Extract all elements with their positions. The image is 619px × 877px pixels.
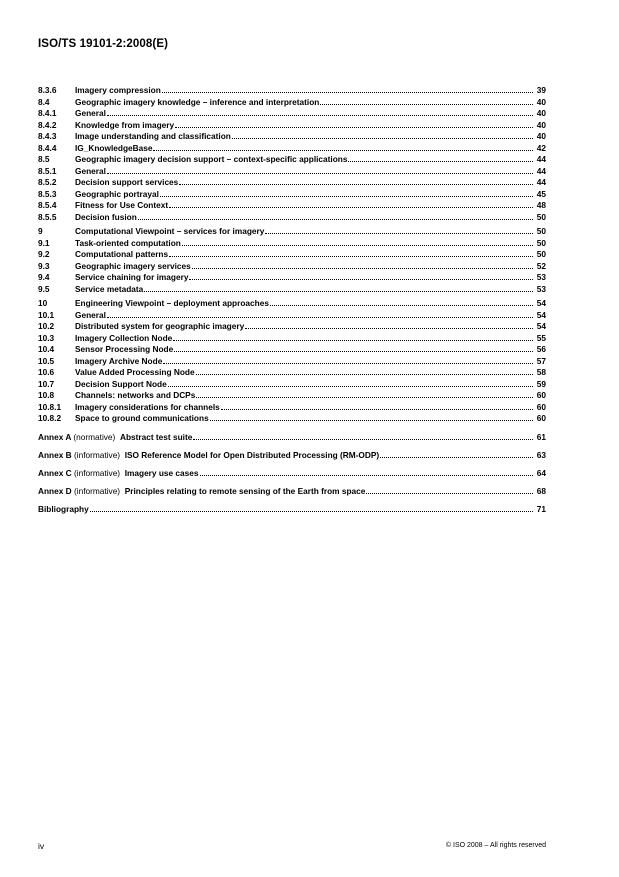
toc-entry-page: 53 [536,272,546,282]
toc-entry-title: Channels: networks and DCPs [75,390,196,400]
toc-entry-page: 39 [536,85,546,95]
toc-entry-number: 8.5.2 [38,177,57,187]
page-number: iv [38,841,45,851]
toc-entry[interactable] [38,120,546,132]
toc-entry[interactable] [38,272,546,284]
toc-entry-page: 63 [536,449,546,460]
toc-entry-number: 10.3 [38,332,55,343]
toc-entry-page: 40 [536,131,546,141]
toc-entry-title: Imagery Archive Node [75,355,163,366]
toc-leader-dots [320,97,533,105]
toc-leader-dots [210,413,533,421]
toc-entry-page: 44 [536,165,546,176]
toc-annex-label: Annex D [38,485,72,496]
toc-entry[interactable] [38,390,546,402]
toc-entry[interactable] [38,154,546,166]
toc-entry-title: General [75,108,106,118]
toc-leader-dots [380,446,533,458]
toc-entry-number: 10.7 [38,378,55,389]
toc-annex-title: Abstract test suite [119,431,193,442]
toc-annex-heading [38,501,89,516]
toc-entry-title: Geographic imagery knowledge – inference and interpretation [75,96,320,107]
toc-leader-dots [189,272,533,280]
toc-entry[interactable] [38,200,546,212]
toc-annex-entry[interactable] [38,482,546,498]
toc-entry-number: 8.3.6 [38,85,57,95]
toc-entry-page: 54 [536,309,546,320]
toc-entry-number: 8.5 [38,154,50,164]
toc-entry-number: 8.4.1 [38,108,57,118]
toc-entry[interactable] [38,344,546,356]
toc-entry[interactable] [38,379,546,391]
toc-entry-number: 8.4.4 [38,142,57,153]
toc-entry-title: Imagery Collection Node [75,332,173,343]
toc-entry-number: 9.1 [38,237,50,248]
toc-entry-page: 64 [536,467,546,478]
toc-entry-page: 40 [536,119,546,130]
toc-entry-title: Geographic imagery services [75,260,191,271]
toc-entry[interactable] [38,108,546,120]
toc-entry-number: 10 [38,298,48,308]
toc-annex-kind: (informative) [73,449,121,460]
toc-entry[interactable] [38,321,546,333]
toc-entry-page: 50 [536,226,546,236]
toc-leader-dots [196,390,533,398]
document-header-title: ISO/TS 19101-2:2008(E) [38,38,169,50]
toc-annex-title: Principles relating to remote sensing of the Earth from space [124,485,366,496]
toc-leader-dots [138,212,533,220]
toc-leader-dots [221,402,533,410]
toc-entry-number: 10.5 [38,355,55,366]
toc-leader-dots [265,226,533,234]
toc-entry[interactable] [38,226,546,238]
toc-entry-title: Decision support services [75,177,179,187]
toc-entry-page: 40 [536,108,546,118]
toc-leader-dots [200,464,533,476]
toc-leader-dots [162,85,533,93]
toc-leader-dots [179,177,533,185]
toc-entry-title: General [75,309,106,320]
toc-entry-number: 8.4.3 [38,131,57,141]
toc-entry[interactable] [38,166,546,178]
toc-entry-number: 8.5.4 [38,200,57,210]
toc-entry-title: Space to ground communications [75,413,209,423]
toc-annex-title: ISO Reference Model for Open Distributed Processing (RM-ODP) [124,449,380,460]
toc-entry-page: 45 [536,188,546,199]
toc-entry-title: Distributed system for geographic imagery [75,321,245,331]
toc-section-group [38,226,546,295]
toc-entry-number: 9.2 [38,249,50,259]
toc-entry-number: 8.5.3 [38,188,57,199]
toc-entry-number: 9 [38,226,43,236]
toc-annex-kind: (informative) [73,467,121,478]
toc-entry[interactable] [38,284,546,296]
toc-leader-dots [245,321,533,329]
toc-entry-title: Image understanding and classification [75,131,231,141]
toc-leader-dots [144,284,533,292]
toc-entry-title: Value Added Processing Node [75,367,195,377]
toc-entry-page: 54 [536,298,546,308]
toc-entry[interactable] [38,131,546,143]
toc-entry-page: 50 [536,249,546,259]
toc-leader-dots [160,189,533,197]
toc-entry[interactable] [38,310,546,322]
toc-annex-heading [38,483,365,498]
toc-annex-label: Annex C [38,467,72,478]
toc-entry[interactable] [38,298,546,310]
toc-section-group [38,298,546,425]
toc-entry-number: 8.4.2 [38,119,57,130]
toc-entry-page: 50 [536,237,546,248]
toc-entry-page: 52 [536,260,546,271]
toc-leader-dots [182,238,533,246]
toc-annex-heading [38,465,199,480]
toc-entry-page: 55 [536,332,546,343]
toc-entry[interactable] [38,249,546,261]
toc-section-group [38,85,546,223]
toc-entry-title: Engineering Viewpoint – deployment approaches [75,298,269,308]
toc-leader-dots [232,131,533,139]
toc-entry-title: Knowledge from imagery [75,119,175,130]
toc-entry-number: 9.5 [38,283,50,294]
toc-entry-number: 10.8 [38,390,55,400]
toc-entry-title: Decision Support Node [75,378,167,389]
toc-annex-entry[interactable] [38,500,546,516]
toc-entry-title: Computational patterns [75,249,169,259]
toc-entry-page: 60 [536,401,546,412]
toc-leader-dots [175,120,533,128]
toc-entry-title: Service metadata [75,283,144,294]
toc-leader-dots [168,379,533,387]
toc-entry-title: Fitness for Use Context [75,200,169,210]
toc-leader-dots [174,344,533,352]
toc-leader-dots [107,108,533,116]
toc-entry-number: 10.6 [38,367,55,377]
toc-annex-entry[interactable] [38,428,546,444]
toc-annex-title: Imagery use cases [124,467,199,478]
toc-entry[interactable] [38,333,546,345]
toc-leader-dots [107,166,533,174]
toc-entry-page: 53 [536,283,546,294]
toc-leader-dots [163,356,533,364]
toc-entry-number: 8.4 [38,96,50,107]
table-of-contents [38,85,546,518]
toc-entry-title: Geographic imagery decision support – context-specific applications [75,154,348,164]
toc-leader-dots [107,310,533,318]
toc-entry-title: Sensor Processing Node [75,344,174,354]
toc-annex-label: Annex A [38,431,72,442]
toc-entry-number: 8.5.1 [38,165,57,176]
toc-entry-page: 71 [536,503,546,514]
toc-entry[interactable] [38,177,546,189]
toc-entry-title: Imagery compression [75,85,161,95]
toc-entry-page: 48 [536,200,546,210]
toc-entry[interactable] [38,85,546,97]
toc-entry-number: 10.8.2 [38,413,62,423]
toc-entry-number: 10.1 [38,309,55,320]
toc-entry-title: Task-oriented computation [75,237,181,248]
toc-leader-dots [348,154,533,162]
toc-entry-page: 56 [536,344,546,354]
toc-entry[interactable] [38,143,546,155]
toc-annex-label: Annex B [38,449,72,460]
toc-annex-kind: (normative) [73,431,116,442]
toc-entry[interactable] [38,212,546,224]
toc-entry-page: 60 [536,390,546,400]
toc-entry-page: 59 [536,378,546,389]
toc-entry-page: 44 [536,177,546,187]
toc-entry-title: Geographic portrayal [75,188,159,199]
toc-leader-dots [169,200,533,208]
toc-entry-title: Service chaining for imagery [75,272,189,282]
toc-entry[interactable] [38,413,546,425]
toc-entry-page: 57 [536,355,546,366]
toc-entry-number: 10.4 [38,344,55,354]
toc-entry-number: 10.8.1 [38,401,62,412]
toc-entry-page: 50 [536,211,546,222]
toc-entry-page: 60 [536,413,546,423]
toc-entry[interactable] [38,189,546,201]
toc-leader-dots [90,500,533,512]
toc-entry-title: Imagery considerations for channels [75,401,220,412]
copyright-notice: © ISO 2008 – All rights reserved [445,842,546,849]
toc-entry-number: 9.4 [38,272,50,282]
toc-entry-page: 42 [536,142,546,153]
toc-entry[interactable] [38,402,546,414]
toc-annex-heading [38,429,192,444]
toc-entry-page: 58 [536,367,546,377]
toc-leader-dots [192,261,533,269]
toc-entry-page: 44 [536,154,546,164]
toc-entry-page: 40 [536,96,546,107]
toc-entry[interactable] [38,97,546,109]
toc-entry[interactable] [38,367,546,379]
toc-entry[interactable] [38,238,546,250]
toc-entry-title: General [75,165,106,176]
toc-entry-title: Computational Viewpoint – services for imagery [75,226,265,236]
toc-entry-page: 68 [536,485,546,496]
toc-leader-dots [153,143,533,151]
toc-entry[interactable] [38,356,546,368]
toc-annex-heading [38,447,379,462]
toc-leader-dots [193,428,533,440]
toc-leader-dots [169,249,533,257]
toc-entry-title: Decision fusion [75,211,137,222]
toc-entry-title: IG_KnowledgeBase [75,142,153,153]
toc-leader-dots [270,298,533,306]
toc-entry-page: 54 [536,321,546,331]
toc-entry-number: 10.2 [38,321,55,331]
toc-leader-dots [366,482,533,494]
toc-annex-kind: (informative) [73,485,121,496]
toc-entry[interactable] [38,261,546,273]
toc-leader-dots [173,333,533,341]
toc-annex-entry[interactable] [38,446,546,462]
toc-annex-label: Bibliography [38,503,89,514]
toc-entry-page: 61 [536,431,546,442]
toc-entry-number: 9.3 [38,260,50,271]
toc-entry-number: 8.5.5 [38,211,57,222]
toc-annex-entry[interactable] [38,464,546,480]
toc-leader-dots [196,367,533,375]
